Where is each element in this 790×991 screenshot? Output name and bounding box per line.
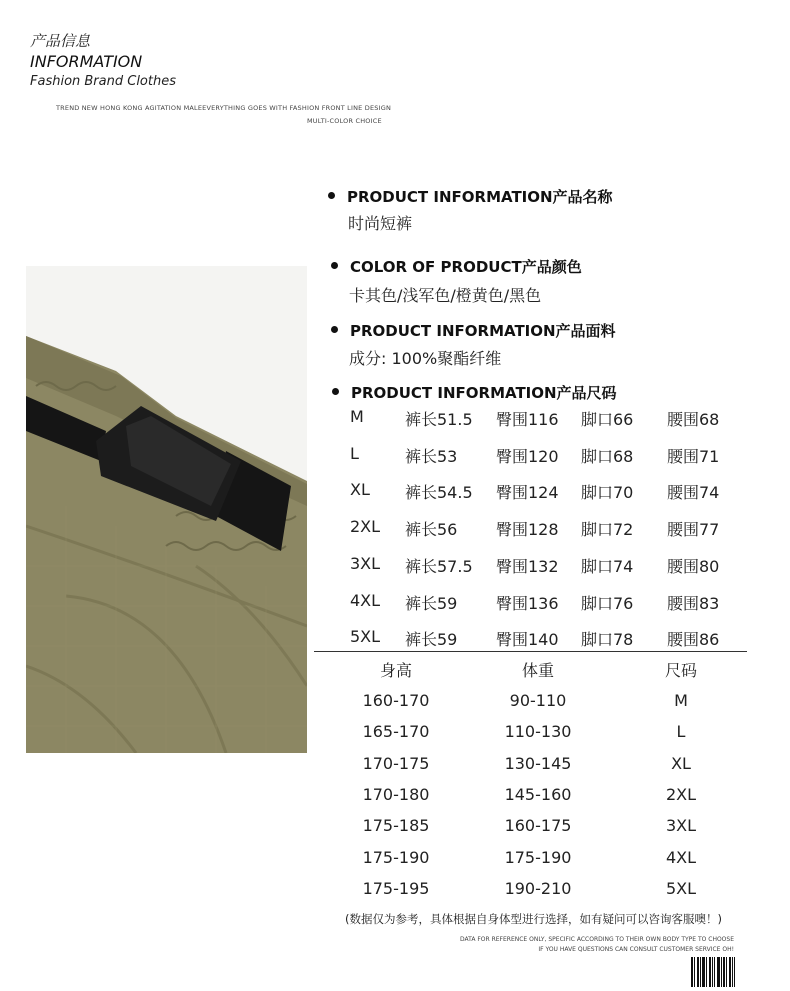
fit-table-header [340, 658, 740, 682]
weight-range: 145-160 [504, 785, 572, 804]
shorts-closeup-illustration [26, 266, 307, 753]
size-value: L [676, 722, 686, 741]
length-value: 裤长59 [405, 630, 458, 649]
header-tagline-2: MULTI-COLOR CHOICE [307, 117, 382, 125]
bullet-icon [332, 388, 339, 395]
weight-range: 175-190 [504, 848, 572, 867]
height-range: 170-180 [362, 785, 430, 804]
barcode-icon [691, 957, 735, 987]
height-range: 175-195 [362, 879, 430, 898]
section-name-title-text: PRODUCT INFORMATION产品名称 [347, 188, 613, 206]
hem-value: 脚口74 [581, 557, 634, 576]
section-color-title [331, 256, 582, 277]
size-value: XL [671, 754, 691, 773]
size-value: 4XL [665, 848, 697, 867]
header-title-cn: 产品信息 [30, 32, 91, 50]
waist-value: 腰围86 [667, 630, 720, 649]
hem-value: 脚口68 [581, 447, 634, 466]
hip-value: 臀围136 [496, 594, 559, 613]
bullet-icon [328, 192, 335, 199]
length-value: 裤长53 [405, 447, 458, 466]
reference-note: (数据仅为参考，具体根据自身体型进行选择，如有疑问可以咨询客服噢！) [345, 912, 722, 926]
height-range: 165-170 [362, 722, 430, 741]
waist-value: 腰围77 [667, 520, 720, 539]
header-title-en: INFORMATION [30, 52, 143, 71]
fit-row [340, 879, 740, 903]
hip-value: 臀围140 [496, 630, 559, 649]
hem-value: 脚口72 [581, 520, 634, 539]
height-range: 160-170 [362, 691, 430, 710]
table-divider [314, 651, 747, 652]
hip-value: 臀围124 [496, 483, 559, 502]
length-value: 裤长56 [405, 520, 458, 539]
header-weight: 体重 [521, 661, 555, 680]
header-tagline-1: TREND NEW HONG KONG AGITATION MALEEVERYTHING GOES WITH FASHION FRONT LINE DESIGN [56, 104, 392, 112]
section-size-title-text: PRODUCT INFORMATION产品尺码 [351, 384, 617, 402]
size-label: L [350, 444, 359, 463]
hip-value: 臀围116 [496, 410, 559, 429]
section-color-value: 卡其色/浅军色/橙黄色/黑色 [349, 286, 542, 305]
length-value: 裤长59 [405, 594, 458, 613]
fit-row [340, 722, 740, 746]
size-label: M [350, 407, 364, 426]
fit-row [340, 848, 740, 872]
hem-value: 脚口78 [581, 630, 634, 649]
size-label: 2XL [350, 517, 381, 536]
section-color-title-text: COLOR OF PRODUCT产品颜色 [350, 258, 582, 276]
bullet-icon [331, 326, 338, 333]
weight-range: 90-110 [509, 691, 567, 710]
header-subtitle: Fashion Brand Clothes [30, 74, 176, 89]
header-size: 尺码 [664, 661, 698, 680]
fit-row [340, 754, 740, 778]
bullet-icon [331, 262, 338, 269]
fit-row [340, 691, 740, 715]
height-range: 170-175 [362, 754, 430, 773]
size-label: 3XL [350, 554, 381, 573]
fit-row [340, 785, 740, 809]
weight-range: 130-145 [504, 754, 572, 773]
size-label: XL [350, 480, 370, 499]
waist-value: 腰围80 [667, 557, 720, 576]
product-photo [26, 266, 307, 753]
hip-value: 臀围132 [496, 557, 559, 576]
size-label: 5XL [350, 627, 381, 646]
section-fabric-title-text: PRODUCT INFORMATION产品面料 [350, 322, 616, 340]
section-size-title [332, 382, 617, 403]
weight-range: 110-130 [504, 722, 572, 741]
size-value: 3XL [665, 816, 697, 835]
weight-range: 190-210 [504, 879, 572, 898]
size-value: M [674, 691, 688, 710]
size-label: 4XL [350, 591, 381, 610]
length-value: 裤长54.5 [405, 483, 473, 502]
section-fabric-value: 成分: 100%聚酯纤维 [349, 349, 502, 368]
hem-value: 脚口66 [581, 410, 634, 429]
header-height: 身高 [379, 661, 413, 680]
section-fabric-title [331, 320, 616, 341]
hem-value: 脚口76 [581, 594, 634, 613]
waist-value: 腰围74 [667, 483, 720, 502]
hip-value: 臀围120 [496, 447, 559, 466]
reference-note-en-2: IF YOU HAVE QUESTIONS CAN CONSULT CUSTOMER SERVICE OH! [538, 946, 734, 953]
reference-note-en-1: DATA FOR REFERENCE ONLY, SPECIFIC ACCORDING TO THEIR OWN BODY TYPE TO CHOOSE [459, 936, 734, 943]
size-value: 2XL [665, 785, 697, 804]
size-value: 5XL [665, 879, 697, 898]
length-value: 裤长51.5 [405, 410, 473, 429]
hem-value: 脚口70 [581, 483, 634, 502]
hip-value: 臀围128 [496, 520, 559, 539]
waist-value: 腰围68 [667, 410, 720, 429]
waist-value: 腰围71 [667, 447, 720, 466]
length-value: 裤长57.5 [405, 557, 473, 576]
weight-range: 160-175 [504, 816, 572, 835]
height-range: 175-190 [362, 848, 430, 867]
section-name-value: 时尚短裤 [348, 214, 413, 233]
height-range: 175-185 [362, 816, 430, 835]
fit-row [340, 816, 740, 840]
waist-value: 腰围83 [667, 594, 720, 613]
section-name-title [328, 186, 613, 207]
